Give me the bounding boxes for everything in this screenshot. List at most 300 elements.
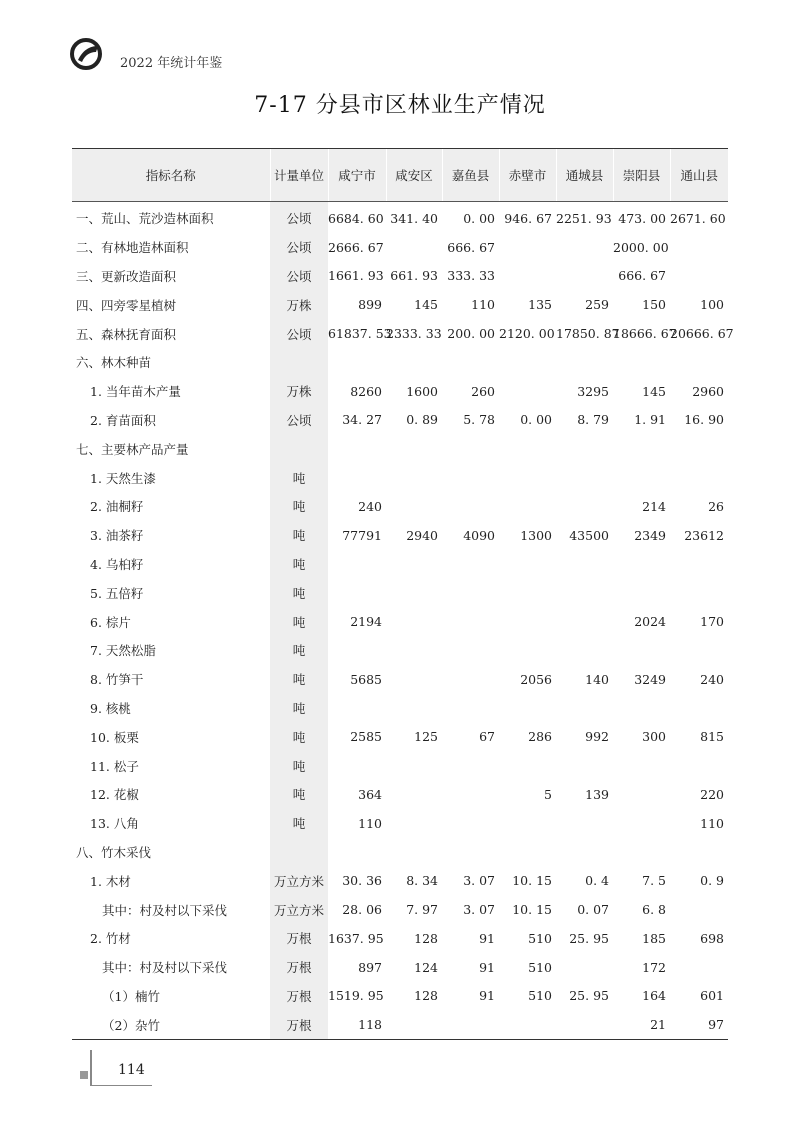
- value-cell: 77791: [342, 527, 382, 543]
- unit-cell: 吨: [270, 780, 328, 809]
- value-cell: [613, 636, 670, 665]
- unit-cell: 万株: [270, 377, 328, 406]
- value-cell: 8. 34: [406, 873, 438, 889]
- value-cell: [442, 1010, 499, 1039]
- column-header: 指标名称: [72, 149, 270, 202]
- value-cell: [386, 434, 442, 463]
- value-cell: [499, 463, 556, 492]
- value-cell: 1519. 95: [328, 988, 384, 1004]
- value-cell: 21: [613, 1010, 670, 1039]
- value-cell: 6. 8: [642, 902, 666, 918]
- yearbook-logo-icon: [70, 38, 102, 70]
- value-cell: [442, 809, 499, 838]
- value-cell: [499, 838, 556, 867]
- value-cell: [386, 463, 442, 492]
- value-cell: [556, 348, 613, 377]
- value-cell: [613, 751, 670, 780]
- table-row: [72, 780, 728, 809]
- value-cell: 0. 9: [700, 873, 724, 889]
- table-body: [72, 202, 734, 1040]
- indicator-name: 8. 竹笋干: [90, 672, 144, 688]
- unit-cell: 吨: [270, 578, 328, 607]
- value-cell: [386, 492, 442, 521]
- value-cell: 7. 97: [406, 902, 438, 918]
- value-cell: 2194: [350, 614, 382, 630]
- value-cell: 118: [328, 1010, 386, 1039]
- value-cell: 2940: [406, 527, 438, 543]
- value-cell: [386, 607, 442, 636]
- value-cell: [442, 838, 499, 867]
- value-cell: 3. 07: [463, 902, 495, 918]
- indicator-name: 2. 油桐籽: [90, 499, 144, 515]
- page-number: 114: [118, 1062, 145, 1078]
- indicator-name: 二、有林地造林面积: [76, 240, 189, 256]
- value-cell: 3249: [634, 671, 666, 687]
- unit-cell: 吨: [270, 550, 328, 579]
- unit-cell: 吨: [270, 694, 328, 723]
- table-row: [72, 233, 728, 262]
- value-cell: [328, 463, 386, 492]
- value-cell: 2333. 33: [386, 326, 442, 342]
- value-cell: [670, 262, 728, 291]
- value-cell: [442, 751, 499, 780]
- value-cell: 7. 5: [642, 873, 666, 889]
- value-cell: 91: [479, 988, 495, 1004]
- value-cell: [328, 751, 386, 780]
- value-cell: [670, 233, 728, 262]
- value-cell: [670, 636, 728, 665]
- value-cell: 300: [642, 729, 666, 745]
- value-cell: 341. 40: [390, 210, 438, 226]
- value-cell: 172: [642, 959, 666, 975]
- value-cell: [328, 694, 386, 723]
- value-cell: 1661. 93: [328, 268, 384, 284]
- indicator-name: 1. 天然生漆: [90, 470, 156, 486]
- value-cell: [328, 550, 386, 579]
- indicator-name: 其中：村及村以下采伐: [102, 902, 228, 918]
- unit-cell: 万根: [270, 982, 328, 1011]
- footer-divider-vertical: [90, 1050, 92, 1086]
- value-cell: 18666. 67: [613, 326, 677, 342]
- indicator-name: 1. 木材: [90, 873, 131, 889]
- value-cell: [442, 607, 499, 636]
- value-cell: [613, 694, 670, 723]
- table-row: [72, 406, 728, 435]
- table-row: [72, 262, 728, 291]
- forestry-table-container: [72, 148, 734, 1040]
- value-cell: [386, 751, 442, 780]
- value-cell: 67: [479, 729, 495, 745]
- value-cell: 10. 15: [512, 873, 552, 889]
- value-cell: 25. 95: [569, 988, 609, 1004]
- value-cell: 1600: [406, 383, 438, 399]
- table-row: [72, 521, 728, 550]
- value-cell: 2666. 67: [328, 239, 384, 255]
- unit-cell: 吨: [270, 463, 328, 492]
- indicator-name: 六、林木种苗: [76, 355, 152, 371]
- table-row: [72, 866, 728, 895]
- indicator-name: 6. 棕片: [90, 614, 131, 630]
- table-row: [72, 290, 728, 319]
- value-cell: 0. 07: [577, 902, 609, 918]
- value-cell: 8. 79: [577, 412, 609, 428]
- value-cell: 23612: [684, 527, 724, 543]
- value-cell: [386, 636, 442, 665]
- table-row: [72, 434, 728, 463]
- table-row: [72, 607, 728, 636]
- value-cell: 510: [528, 959, 552, 975]
- value-cell: [556, 751, 613, 780]
- value-cell: [386, 809, 442, 838]
- indicator-name: 4. 乌桕籽: [90, 556, 144, 572]
- table-row: [72, 722, 728, 751]
- value-cell: [386, 694, 442, 723]
- table-row: [72, 924, 728, 953]
- value-cell: 61837. 53: [328, 326, 392, 342]
- indicator-name: 5. 五倍籽: [90, 585, 144, 601]
- value-cell: 139: [585, 786, 609, 802]
- table-title: 7-17 分县市区林业生产情况: [254, 93, 546, 118]
- value-cell: 3295: [577, 383, 609, 399]
- value-cell: [442, 636, 499, 665]
- value-cell: 661. 93: [390, 268, 438, 284]
- unit-cell: 万立方米: [270, 895, 328, 924]
- table-row: [72, 636, 728, 665]
- value-cell: [499, 492, 556, 521]
- value-cell: 0. 00: [463, 210, 495, 226]
- value-cell: 214: [642, 498, 666, 514]
- value-cell: 110: [700, 815, 724, 831]
- value-cell: 3. 07: [463, 873, 495, 889]
- indicator-name: 五、森林抚育面积: [76, 326, 177, 342]
- value-cell: [499, 550, 556, 579]
- value-cell: 5685: [350, 671, 382, 687]
- value-cell: 946. 67: [504, 210, 552, 226]
- value-cell: [499, 636, 556, 665]
- unit-cell: [270, 434, 328, 463]
- value-cell: [386, 233, 442, 262]
- value-cell: 26: [708, 498, 724, 514]
- unit-cell: 万根: [270, 924, 328, 953]
- indicator-name: 一、荒山、荒沙造林面积: [76, 211, 214, 227]
- book-title: 2022 年统计年鉴: [120, 56, 223, 71]
- column-header: 通城县: [556, 149, 613, 202]
- value-cell: 2349: [634, 527, 666, 543]
- value-cell: 1300: [520, 527, 552, 543]
- value-cell: [386, 550, 442, 579]
- value-cell: [613, 809, 670, 838]
- value-cell: [556, 607, 613, 636]
- forestry-production-table: [72, 148, 734, 1040]
- value-cell: [556, 838, 613, 867]
- table-row: [72, 694, 728, 723]
- value-cell: 0. 00: [520, 412, 552, 428]
- value-cell: [556, 463, 613, 492]
- value-cell: 2251. 93: [556, 210, 612, 226]
- value-cell: 2024: [634, 614, 666, 630]
- table-row: [72, 751, 728, 780]
- value-cell: 145: [414, 297, 438, 313]
- value-cell: [442, 434, 499, 463]
- value-cell: [499, 377, 556, 406]
- value-cell: 240: [700, 671, 724, 687]
- value-cell: 897: [358, 959, 382, 975]
- value-cell: [386, 348, 442, 377]
- value-cell: 698: [700, 930, 724, 946]
- value-cell: 17850. 87: [556, 326, 620, 342]
- footer-square-icon: [80, 1071, 88, 1079]
- unit-cell: [270, 348, 328, 377]
- value-cell: [499, 809, 556, 838]
- value-cell: 2000. 00: [613, 239, 669, 255]
- value-cell: 8260: [350, 383, 382, 399]
- value-cell: [670, 751, 728, 780]
- column-header: 赤壁市: [499, 149, 556, 202]
- unit-cell: 万株: [270, 290, 328, 319]
- value-cell: [556, 694, 613, 723]
- value-cell: 20666. 67: [670, 326, 734, 342]
- indicator-name: （1）楠竹: [102, 988, 160, 1004]
- value-cell: [670, 694, 728, 723]
- value-cell: 286: [528, 729, 552, 745]
- table-row: [72, 578, 728, 607]
- table-row: [72, 348, 728, 377]
- table-row: [72, 319, 728, 348]
- value-cell: 16. 90: [684, 412, 724, 428]
- value-cell: 1637. 95: [328, 930, 384, 946]
- indicator-name: 七、主要林产品产量: [76, 441, 189, 457]
- value-cell: 97: [670, 1010, 728, 1039]
- unit-cell: 吨: [270, 492, 328, 521]
- value-cell: [499, 578, 556, 607]
- value-cell: [670, 838, 728, 867]
- value-cell: [499, 607, 556, 636]
- value-cell: [442, 694, 499, 723]
- value-cell: [386, 838, 442, 867]
- value-cell: 125: [414, 729, 438, 745]
- value-cell: [556, 1010, 613, 1039]
- value-cell: 100: [700, 297, 724, 313]
- value-cell: 240: [358, 498, 382, 514]
- value-cell: [613, 578, 670, 607]
- value-cell: [670, 550, 728, 579]
- table-row: [72, 463, 728, 492]
- table-row: [72, 550, 728, 579]
- table-header-row: [72, 149, 728, 202]
- value-cell: [386, 1010, 442, 1039]
- value-cell: 992: [585, 729, 609, 745]
- value-cell: 128: [414, 930, 438, 946]
- value-cell: 110: [358, 815, 382, 831]
- value-cell: [670, 895, 728, 924]
- unit-cell: 公顷: [270, 233, 328, 262]
- value-cell: 666. 67: [618, 268, 666, 284]
- unit-cell: 吨: [270, 607, 328, 636]
- indicator-name: （2）杂竹: [72, 1010, 270, 1039]
- value-cell: 91: [479, 959, 495, 975]
- value-cell: 145: [642, 383, 666, 399]
- value-cell: 220: [700, 786, 724, 802]
- value-cell: [613, 434, 670, 463]
- column-header: 通山县: [670, 149, 728, 202]
- value-cell: 4090: [463, 527, 495, 543]
- unit-cell: 万根: [270, 953, 328, 982]
- unit-cell: 公顷: [270, 406, 328, 435]
- unit-cell: 吨: [270, 665, 328, 694]
- value-cell: [442, 492, 499, 521]
- unit-cell: [270, 838, 328, 867]
- value-cell: [442, 550, 499, 579]
- value-cell: 34. 27: [342, 412, 382, 428]
- value-cell: 0. 4: [585, 873, 609, 889]
- value-cell: 6684. 60: [328, 210, 384, 226]
- value-cell: 510: [528, 930, 552, 946]
- column-header: 崇阳县: [613, 149, 670, 202]
- value-cell: 364: [358, 786, 382, 802]
- indicator-name: 9. 核桃: [90, 700, 131, 716]
- column-header: 咸宁市: [328, 149, 386, 202]
- value-cell: 2960: [692, 383, 724, 399]
- indicator-name: 1. 当年苗木产量: [90, 384, 181, 400]
- value-cell: 128: [414, 988, 438, 1004]
- value-cell: [670, 953, 728, 982]
- value-cell: 2056: [520, 671, 552, 687]
- unit-cell: 万立方米: [270, 866, 328, 895]
- unit-cell: 吨: [270, 751, 328, 780]
- value-cell: [613, 348, 670, 377]
- value-cell: 0. 89: [406, 412, 438, 428]
- value-cell: 815: [700, 729, 724, 745]
- indicator-name: 10. 板栗: [90, 729, 139, 745]
- value-cell: [670, 578, 728, 607]
- value-cell: [670, 463, 728, 492]
- value-cell: 899: [358, 297, 382, 313]
- value-cell: [499, 434, 556, 463]
- value-cell: [328, 578, 386, 607]
- table-row: [72, 953, 728, 982]
- value-cell: 91: [479, 930, 495, 946]
- value-cell: [499, 694, 556, 723]
- table-row: [72, 809, 728, 838]
- column-header: 咸安区: [386, 149, 442, 202]
- value-cell: [499, 233, 556, 262]
- table-row: [72, 202, 728, 233]
- value-cell: [328, 838, 386, 867]
- table-row: [72, 377, 728, 406]
- value-cell: [556, 492, 613, 521]
- value-cell: [613, 550, 670, 579]
- indicator-name: 11. 松子: [90, 758, 139, 774]
- value-cell: 140: [585, 671, 609, 687]
- value-cell: [442, 463, 499, 492]
- value-cell: [613, 838, 670, 867]
- indicator-name: 3. 油茶籽: [90, 528, 144, 544]
- value-cell: 5. 78: [463, 412, 495, 428]
- value-cell: [442, 665, 499, 694]
- value-cell: 510: [528, 988, 552, 1004]
- value-cell: 2671. 60: [670, 210, 726, 226]
- value-cell: [386, 578, 442, 607]
- unit-cell: 公顷: [270, 202, 328, 233]
- value-cell: 135: [528, 297, 552, 313]
- value-cell: 25. 95: [569, 930, 609, 946]
- indicator-name: 八、竹木采伐: [76, 844, 152, 860]
- value-cell: 10. 15: [512, 902, 552, 918]
- value-cell: 260: [471, 383, 495, 399]
- value-cell: [386, 780, 442, 809]
- value-cell: 473. 00: [618, 210, 666, 226]
- indicator-name: 12. 花椒: [90, 787, 139, 803]
- value-cell: [556, 578, 613, 607]
- table-row: [72, 895, 728, 924]
- value-cell: [670, 434, 728, 463]
- value-cell: [442, 348, 499, 377]
- value-cell: [556, 233, 613, 262]
- value-cell: 164: [642, 988, 666, 1004]
- value-cell: 333. 33: [447, 268, 495, 284]
- value-cell: [499, 751, 556, 780]
- table-row: [72, 982, 728, 1011]
- table-row: [72, 665, 728, 694]
- value-cell: [328, 348, 386, 377]
- value-cell: 124: [414, 959, 438, 975]
- value-cell: 28. 06: [342, 902, 382, 918]
- value-cell: [556, 550, 613, 579]
- table-row: [72, 492, 728, 521]
- value-cell: [499, 1010, 556, 1039]
- indicator-name: 13. 八角: [90, 816, 139, 832]
- value-cell: 43500: [569, 527, 609, 543]
- indicator-name: 三、更新改造面积: [76, 268, 177, 284]
- table-row: [72, 1010, 728, 1039]
- value-cell: 666. 67: [447, 239, 495, 255]
- indicator-name: 7. 天然松脂: [90, 643, 156, 659]
- column-header: 计量单位: [270, 149, 328, 202]
- value-cell: [556, 434, 613, 463]
- unit-cell: 吨: [270, 809, 328, 838]
- unit-cell: 吨: [270, 636, 328, 665]
- value-cell: 170: [700, 614, 724, 630]
- indicator-name: 四、四旁零星植树: [76, 297, 177, 313]
- footer-divider-horizontal: [92, 1085, 152, 1086]
- value-cell: [386, 665, 442, 694]
- unit-cell: 吨: [270, 722, 328, 751]
- value-cell: [499, 262, 556, 291]
- value-cell: [442, 578, 499, 607]
- value-cell: [556, 809, 613, 838]
- indicator-name: 2. 竹材: [90, 931, 131, 947]
- value-cell: [613, 463, 670, 492]
- value-cell: [328, 434, 386, 463]
- value-cell: 5: [544, 786, 552, 802]
- value-cell: [670, 348, 728, 377]
- value-cell: 30. 36: [342, 873, 382, 889]
- value-cell: [556, 262, 613, 291]
- value-cell: 2585: [350, 729, 382, 745]
- value-cell: 110: [471, 297, 495, 313]
- unit-cell: 万根: [270, 1010, 328, 1039]
- value-cell: 185: [642, 930, 666, 946]
- value-cell: [499, 348, 556, 377]
- indicator-name: 2. 育苗面积: [90, 412, 156, 428]
- unit-cell: 公顷: [270, 319, 328, 348]
- value-cell: 2120. 00: [499, 326, 555, 342]
- unit-cell: 吨: [270, 521, 328, 550]
- value-cell: 200. 00: [447, 326, 495, 342]
- value-cell: [556, 636, 613, 665]
- value-cell: [442, 780, 499, 809]
- value-cell: 259: [585, 297, 609, 313]
